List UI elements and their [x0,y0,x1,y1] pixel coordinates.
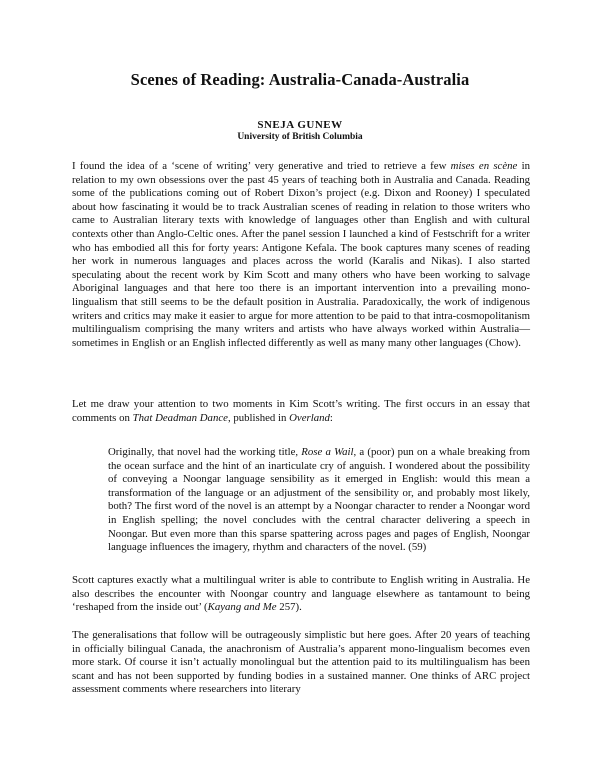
paragraph-3-emphasis: Kayang and Me [207,601,277,614]
paragraph-1-emphasis: mises en scène [450,160,518,172]
paragraph-3-text-b: 257). [276,601,302,614]
paragraph-3-text-a: Scott captures exactly what a multilingual writer is able to contribute to English writing in Australia. He also describes the encounter with Noongar country and language elsewhere as tantamount to being ‘reshaped from the inside out’ ( [72,574,530,614]
block-quote-emphasis: Rose a Wail [301,446,354,458]
paragraph-2-title-emphasis: That Deadman Dance [132,411,228,424]
block-quote [108,446,530,555]
paragraph-2-text-a: Let me draw your attention to two moments in Kim Scott’s writing. The first occurs in an essay that comments on [72,398,530,424]
author-name: SNEJA GUNEW [257,119,343,131]
paragraph-3 [72,574,530,615]
paragraph-2-journal-emphasis: Overland [289,411,330,424]
paragraph-4: The generalisations that follow will be outrageously simplistic but here goes. After 20 years of teaching in officially bilingual Canada, the anachronism of Australia’s apparent mono-lingualism becomes even more stark. Of course it isn’t actually monolingual but the attention paid to its multilingualism has been scant and has not been supported by funding bodies in a sustained manner. One thinks of ARC project assessment comments where researchers into literary [72,629,530,696]
paragraph-2 [72,398,530,425]
paper-title: Scenes of Reading: Australia-Canada-Australia [130,70,470,89]
paragraph-2-text-c: : [329,411,333,424]
author-affiliation: University of British Columbia [237,132,363,142]
paragraph-1-text-a: I found the idea of a ‘scene of writing’ very generative and tried to retrieve a few [72,160,451,172]
block-quote-text-a: Originally, that novel had the working title, [108,446,302,458]
paragraph-1-text-b: in relation to my own obsessions over the past 45 years of teaching both in Australia and Canada. Reading some of the publications coming out of Robert Dixon’s project (e.g. Dixon and Rooney) I speculated about how fascinating it would be to track Australian scenes of reading in relation to those writers who came to Australian literary texts with knowledge of languages other than English and with cultural contexts other than Anglo-Celtic ones. After the panel session I launched a kind of Festschrift for a writer who has embodied all this for forty years: Antigone Kefala. The book captures many scenes of reading her work in numerous languages and places across the world (Karalis and Nikas). I also started speculating about the recent work by Kim Scott and many others who have been working to salvage Aboriginal languages and that here too there is an important intervention into a prevailing mono-lingualism that still seems to be the default position in Australia. Paradoxically, the work of indigenous writers and critics may make it easier to argue for more attention to be paid to that intra-cosmopolitanism multilingualism comprising the many writers and artists who have always worked within Australia—sometimes in English or an English inflected differently as well as many many other languages (Chow). [72,160,530,349]
block-quote-text-b: , a (poor) pun on a whale breaking from the ocean surface and the hint of an inarticulate cry of anguish. I wondered about the possibility of conveying a Noongar language sensibility as it emerged in English: would this mean a transformation of the language or an adjustment of the sensibility or, and probably most likely, both? The first word of the novel is an attempt by a Noongar character to render a Noongar word in English spelling; the novel concludes with the central character delivering a speech in Noongar. But even more than this sparse spattering across pages and pages of English, Noongar language influences the imagery, rhythm and characters of the novel. (59) [108,446,530,554]
paragraph-1 [72,160,530,350]
paragraph-2-text-b: , published in [227,411,290,424]
